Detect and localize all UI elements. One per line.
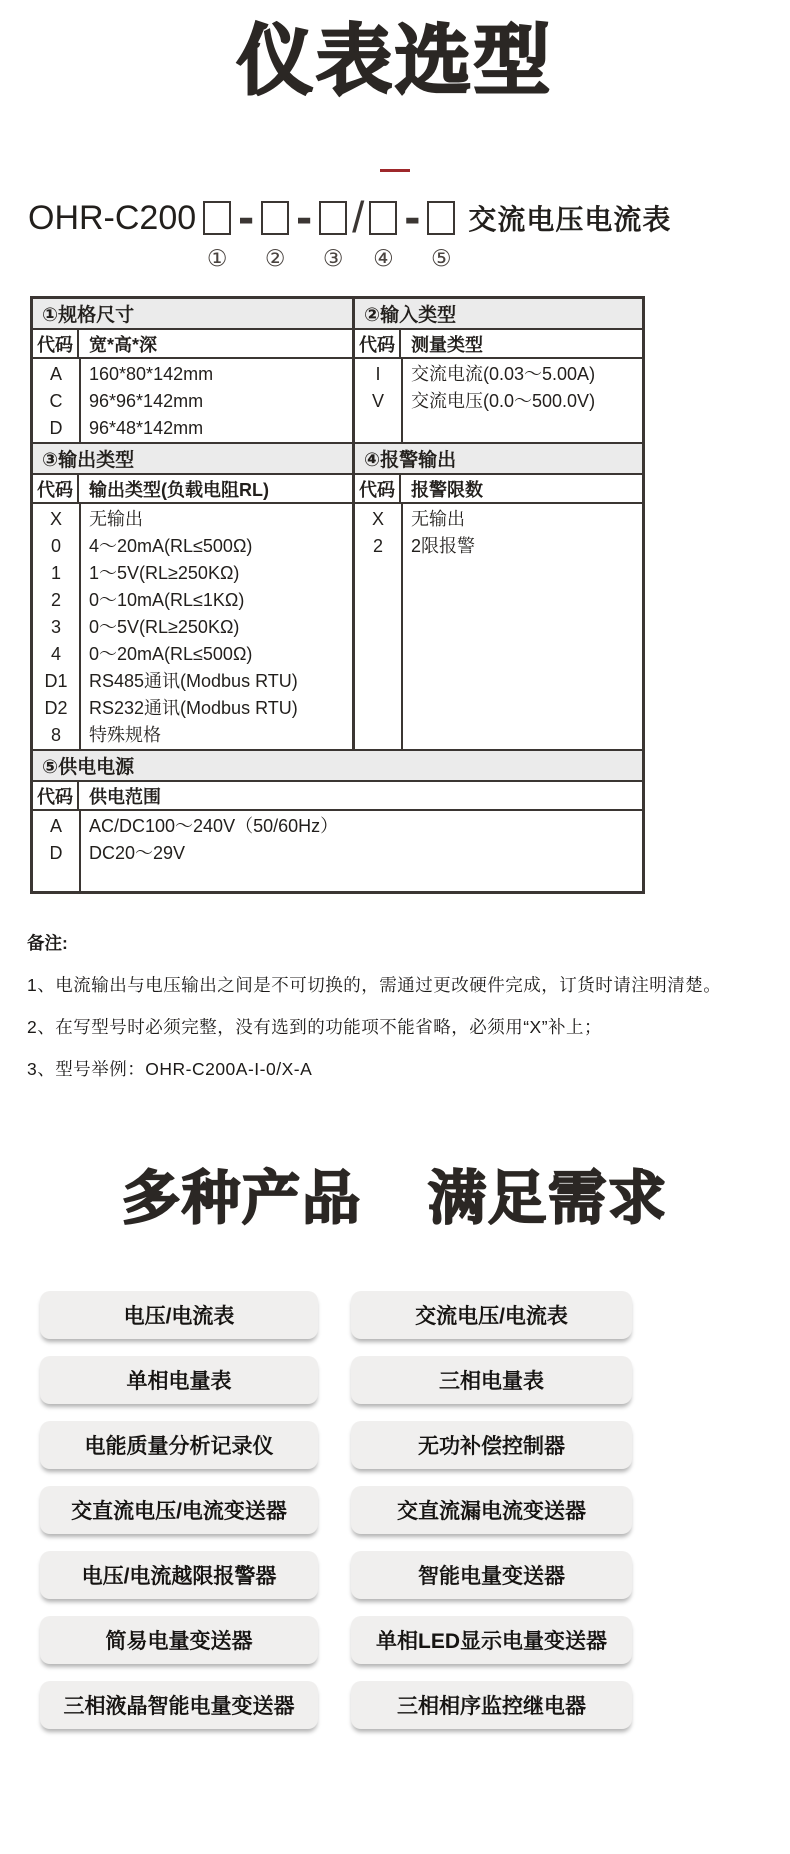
table-col-code-label: 代码 xyxy=(33,782,79,809)
table-desc-cell: DC20～29V xyxy=(89,843,186,864)
table-column-header xyxy=(33,330,352,359)
table-body xyxy=(33,811,642,891)
table-desc-cell: RS232通讯(Modbus RTU) xyxy=(89,698,298,719)
model-code-slot xyxy=(319,201,347,272)
model-code-slot xyxy=(261,201,289,272)
table-desc-cell: 无输出 xyxy=(89,509,143,530)
table-desc-cell: 1～5V(RL≥250KΩ) xyxy=(89,563,240,584)
table-body xyxy=(355,504,642,749)
product-button[interactable]: 电能质量分析记录仪 xyxy=(40,1421,318,1469)
model-code-box xyxy=(203,201,231,235)
page xyxy=(0,16,790,1729)
table-desc-cell: 2限报警 xyxy=(411,536,476,557)
table-desc-cell: 交流电压(0.0～500.0V) xyxy=(411,391,596,412)
table-desc-cell: RS485通讯(Modbus RTU) xyxy=(89,671,298,692)
table-column-header xyxy=(355,330,642,359)
products-heading xyxy=(0,1151,790,1235)
table-code-cell: D xyxy=(49,418,63,439)
table-code-cell: 2 xyxy=(372,536,383,557)
table-body xyxy=(33,504,352,749)
table-section-title: ①规格尺寸 xyxy=(33,299,352,330)
model-code-box xyxy=(369,201,397,235)
table-desc-cell: 无输出 xyxy=(411,509,465,530)
table-col-desc-label: 供电范围 xyxy=(89,786,161,807)
product-button[interactable]: 交直流电压/电流变送器 xyxy=(40,1486,318,1534)
model-suffix: 交流电压电流表 xyxy=(468,204,672,236)
table-col-desc-label: 报警限数 xyxy=(411,479,483,500)
model-code-box xyxy=(427,201,455,235)
notes-label: 备注: xyxy=(27,933,68,954)
model-code-box xyxy=(319,201,347,235)
product-button[interactable]: 电压/电流表 xyxy=(40,1291,318,1339)
model-code-slot xyxy=(427,201,455,272)
table-desc-cell: 96*96*142mm xyxy=(89,391,204,412)
table-section-title: ②输入类型 xyxy=(355,299,642,330)
table-col-desc-label: 测量类型 xyxy=(411,334,483,355)
table-section-title: ③输出类型 xyxy=(33,444,352,475)
note-item: 2、在写型号时必须完整，没有选到的功能项不能省略，必须用“X”补上； xyxy=(27,1017,603,1038)
table-desc-cell: 0～20mA(RL≤500Ω) xyxy=(89,644,253,665)
table-code-cell: D1 xyxy=(44,671,68,692)
accent-divider xyxy=(380,169,410,172)
table-half xyxy=(33,444,355,749)
table-desc-cell: 0～5V(RL≥250KΩ) xyxy=(89,617,240,638)
notes-list xyxy=(27,972,790,1081)
table-col-desc-label: 输出类型(负载电阻RL) xyxy=(89,479,269,500)
product-button[interactable]: 交流电压/电流表 xyxy=(351,1291,632,1339)
table-code-cell: 2 xyxy=(50,590,61,611)
product-button[interactable]: 简易电量变送器 xyxy=(40,1616,318,1664)
product-button[interactable]: 三相液晶智能电量变送器 xyxy=(40,1681,318,1729)
product-button[interactable]: 三相相序监控继电器 xyxy=(351,1681,632,1729)
table-desc-cell: 4～20mA(RL≤500Ω) xyxy=(89,536,253,557)
product-button[interactable]: 交直流漏电流变送器 xyxy=(351,1486,632,1534)
table-section xyxy=(33,442,642,749)
table-section xyxy=(33,299,642,442)
model-position-number: ② xyxy=(264,245,286,272)
note-item: 1、电流输出与电压输出之间是不可切换的，需通过更改硬件完成，订货时请注明清楚。 xyxy=(27,975,722,996)
product-button[interactable]: 无功补偿控制器 xyxy=(351,1421,632,1469)
spec-table xyxy=(30,296,645,894)
table-code-cell: X xyxy=(49,509,62,530)
product-button[interactable]: 智能电量变送器 xyxy=(351,1551,632,1599)
products-heading-right: 满足需求 xyxy=(428,1166,669,1232)
model-prefix: OHR-C200 xyxy=(28,198,197,237)
table-code-cell: 0 xyxy=(50,536,61,557)
table-code-cell: 4 xyxy=(50,644,61,665)
table-code-cell: D xyxy=(49,843,63,864)
table-code-cell: A xyxy=(49,364,62,385)
table-desc-cell: 交流电流(0.03～5.00A) xyxy=(411,364,596,385)
table-code-cell: V xyxy=(371,391,384,412)
page-title: 仪表选型 xyxy=(237,19,553,104)
table-code-cell: D2 xyxy=(44,698,68,719)
table-code-cell: 8 xyxy=(50,725,61,746)
table-code-cell: 1 xyxy=(50,563,61,584)
table-column-header xyxy=(33,475,352,504)
product-button[interactable]: 电压/电流越限报警器 xyxy=(40,1551,318,1599)
product-button[interactable]: 单相电量表 xyxy=(40,1356,318,1404)
table-half xyxy=(33,299,355,442)
products-heading-left: 多种产品 xyxy=(121,1166,362,1232)
table-body xyxy=(33,359,352,442)
table-col-desc-label: 宽*高*深 xyxy=(89,334,158,355)
model-position-number: ① xyxy=(206,245,228,272)
table-code-cell: I xyxy=(375,364,381,385)
model-code-slot xyxy=(369,201,397,272)
table-column-header xyxy=(33,782,642,811)
model-code-line xyxy=(28,191,790,272)
model-position-number: ⑤ xyxy=(431,245,452,272)
model-code-slot xyxy=(203,201,231,272)
table-half xyxy=(33,751,642,891)
model-position-number: ③ xyxy=(322,245,344,272)
table-half xyxy=(355,444,642,749)
model-code-box xyxy=(261,201,289,235)
table-col-code-label: 代码 xyxy=(355,475,401,502)
table-desc-cell: 96*48*142mm xyxy=(89,418,204,439)
table-body xyxy=(355,359,642,442)
notes xyxy=(27,930,790,1081)
table-col-code-label: 代码 xyxy=(33,475,79,502)
table-column-header xyxy=(355,475,642,504)
table-desc-cell: AC/DC100～240V（50/60Hz） xyxy=(89,816,339,837)
table-code-cell: C xyxy=(49,391,63,412)
product-button[interactable]: 三相电量表 xyxy=(351,1356,632,1404)
table-code-cell: X xyxy=(371,509,384,530)
table-desc-cell: 特殊规格 xyxy=(89,725,161,746)
table-col-code-label: 代码 xyxy=(355,330,401,357)
table-section-title: ⑤供电电源 xyxy=(33,751,642,782)
table-col-code-label: 代码 xyxy=(33,330,79,357)
table-desc-cell: 160*80*142mm xyxy=(89,364,214,385)
table-code-cell: 3 xyxy=(50,617,61,638)
table-code-cell: A xyxy=(49,816,62,837)
model-position-number: ④ xyxy=(373,245,394,272)
table-desc-cell: 0～10mA(RL≤1KΩ) xyxy=(89,590,245,611)
product-grid xyxy=(0,1291,790,1729)
product-button[interactable]: 单相LED显示电量变送器 xyxy=(351,1616,632,1664)
table-section-title: ④报警输出 xyxy=(355,444,642,475)
model-slots: ① - ② - ③ / ④ - ⑤ xyxy=(200,201,458,235)
table-section xyxy=(33,749,642,891)
note-item: 3、型号举例：OHR-C200A-I-0/X-A xyxy=(27,1059,313,1080)
table-half xyxy=(355,299,642,442)
